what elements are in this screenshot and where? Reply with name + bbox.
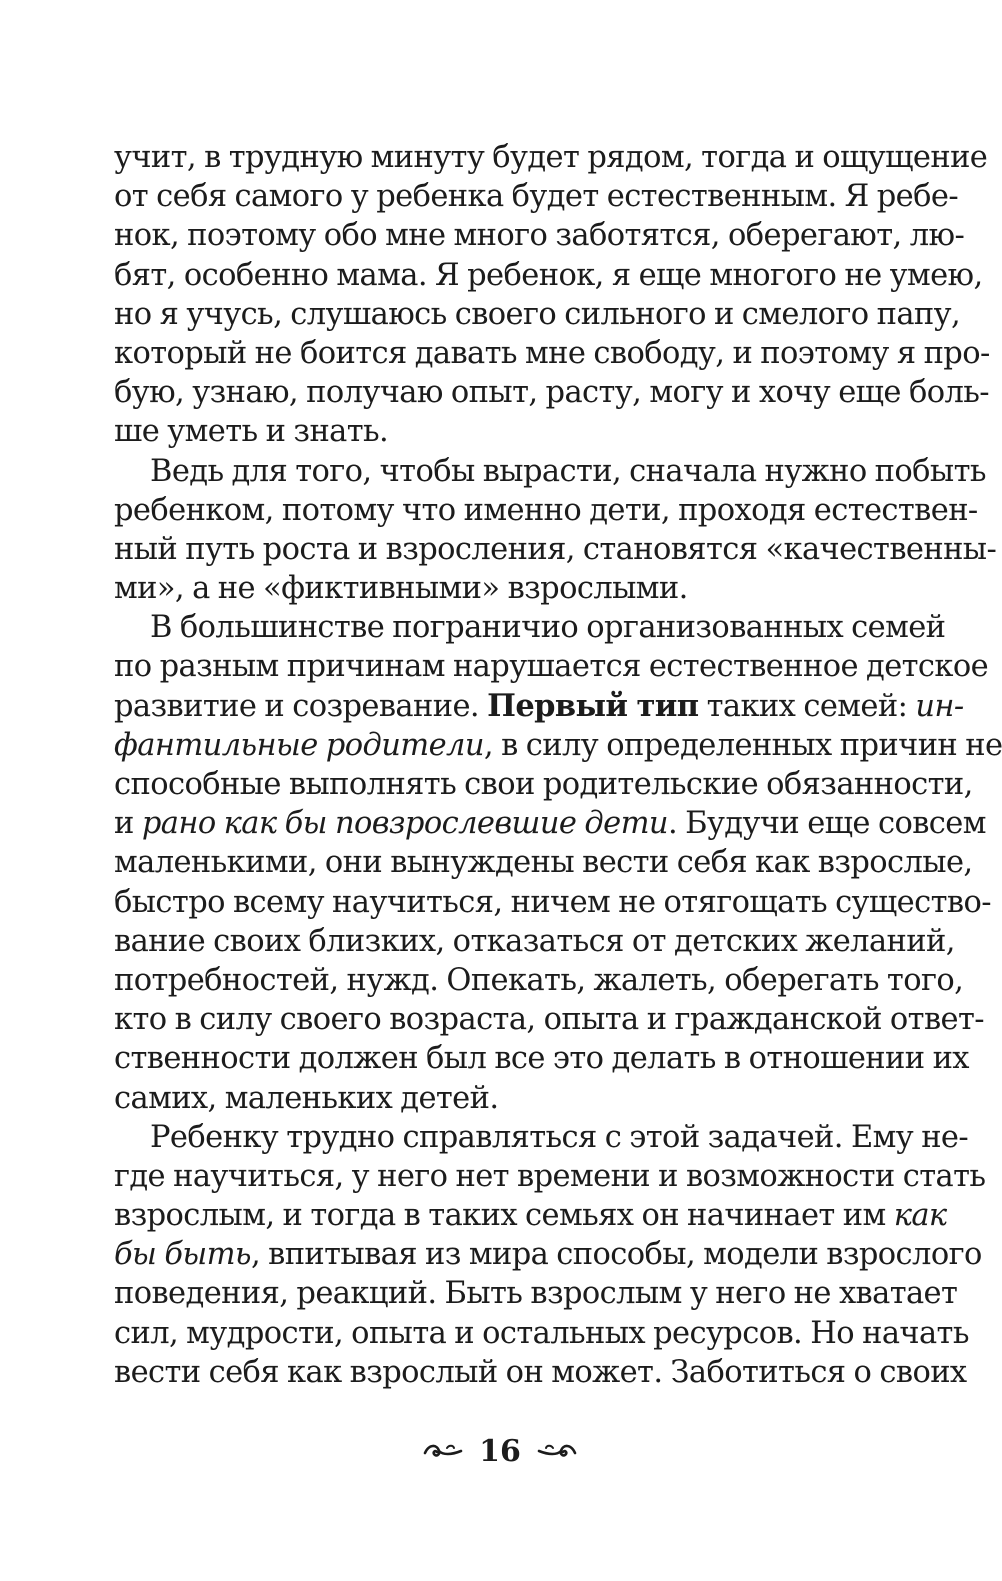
text-segment: таких семей: (698, 688, 916, 724)
text-line (114, 373, 989, 412)
text-segment: который не боится давать мне свободу, и поэтому я про- (114, 335, 990, 371)
text-segment: В большинстве пограничио организованных семей (150, 610, 946, 646)
page-footer (0, 1432, 1000, 1469)
text-segment: от себя самого у ребенка будет естественным. Я ребе- (114, 179, 959, 215)
text-line (114, 1039, 969, 1078)
italic-text: рано как бы повзрослевшие дети (141, 806, 668, 842)
text-segment: , впитывая из мира способы, модели взрослого (250, 1237, 982, 1273)
text-segment: Ребенку трудно справляться с этой задачей. Ему не- (150, 1119, 969, 1155)
text-line (114, 804, 986, 843)
text-line (114, 922, 955, 961)
text-segment: Ведь для того, чтобы вырасти, сначала нужно побыть (150, 453, 986, 489)
italic-text: ин- (915, 688, 964, 724)
text-segment: и (114, 806, 142, 842)
text-segment: бят, особенно мама. Я ребенок, я еще многого не умею, (114, 257, 983, 293)
text-line (114, 883, 991, 922)
text-segment: вание своих близких, отказаться от детских желаний, (114, 923, 955, 959)
text-line (114, 1274, 958, 1313)
text-segment: ный путь роста и взросления, становятся «качественны- (114, 531, 997, 567)
text-line (114, 726, 1002, 765)
text-line (114, 177, 959, 216)
fleuron-left-icon (423, 1440, 463, 1462)
text-line (114, 608, 946, 647)
page-number: 16 (479, 1433, 521, 1469)
text-segment: самих, маленьких детей. (114, 1080, 499, 1116)
text-segment: кто в силу своего возраста, опыта и гражданской ответ- (114, 1002, 984, 1038)
paragraph (114, 1118, 986, 1392)
italic-text: как (893, 1198, 947, 1234)
fleuron-right-icon (537, 1440, 577, 1462)
text-line (114, 1235, 982, 1274)
text-line (114, 1196, 947, 1235)
text-line (114, 412, 901, 451)
text-segment: сил, мудрости, опыта и остальных ресурсов. Но начать (114, 1315, 969, 1351)
paragraph (114, 608, 1002, 1117)
text-segment: ребенком, потому что именно дети, проходя естествен- (114, 492, 978, 528)
text-line (114, 334, 990, 373)
text-line (114, 569, 901, 608)
text-line (114, 961, 964, 1000)
italic-text: бы быть (114, 1237, 251, 1273)
bold-text: Первый тип (487, 687, 699, 724)
text-line (114, 491, 978, 530)
text-segment: поведения, реакций. Быть взрослым у него не хватает (114, 1276, 958, 1312)
text-line (114, 530, 997, 569)
text-line (114, 687, 964, 726)
text-segment: быстро всему научиться, ничем не отягощать существо- (114, 884, 991, 920)
text-line (114, 452, 986, 491)
body-text (114, 138, 1002, 1392)
text-line (114, 138, 988, 177)
text-line (114, 1000, 984, 1039)
text-line (114, 765, 973, 804)
text-segment: по разным причинам нарушается естественное детское (114, 649, 989, 685)
text-segment: но я учусь, слушаюсь своего сильного и смелого папу, (114, 296, 961, 332)
text-segment: ше уметь и знать. (114, 414, 389, 450)
text-line (114, 1079, 901, 1118)
text-line (114, 295, 961, 334)
text-line (114, 843, 973, 882)
text-segment: взрослым, и тогда в таких семьях он начинает им (114, 1198, 894, 1234)
text-segment: учит, в трудную минуту будет рядом, тогда и ощущение (114, 140, 988, 175)
text-segment: потребностей, нужд. Опекать, жалеть, оберегать того, (114, 962, 964, 998)
paragraph (114, 138, 990, 452)
text-line (114, 1157, 986, 1196)
text-line (114, 256, 983, 295)
text-segment: ственности должен был все это делать в отношении их (114, 1041, 969, 1077)
text-segment: . Будучи еще совсем (667, 806, 986, 842)
text-segment: развитие и созревание. (114, 688, 488, 724)
text-segment: вести себя как взрослый он может. Заботиться о своих (114, 1354, 967, 1390)
text-segment: нок, поэтому обо мне много заботятся, оберегают, лю- (114, 218, 965, 254)
text-line (114, 216, 965, 255)
paragraph (114, 452, 997, 609)
italic-text: фантильные родители (114, 727, 484, 763)
text-segment: , в силу определенных причин не (483, 727, 1002, 763)
text-line (114, 1353, 967, 1392)
text-segment: где научиться, у него нет времени и возможности стать (114, 1158, 986, 1194)
text-line (114, 1118, 969, 1157)
text-segment: способные выполнять свои родительские обязанности, (114, 767, 973, 802)
text-line (114, 1314, 969, 1353)
text-segment: ми», а не «фиктивными» взрослыми. (114, 571, 688, 607)
text-segment: маленькими, они вынуждены вести себя как взрослые, (114, 845, 973, 881)
text-segment: бую, узнаю, получаю опыт, расту, могу и хочу еще боль- (114, 375, 989, 411)
text-line (114, 647, 989, 686)
